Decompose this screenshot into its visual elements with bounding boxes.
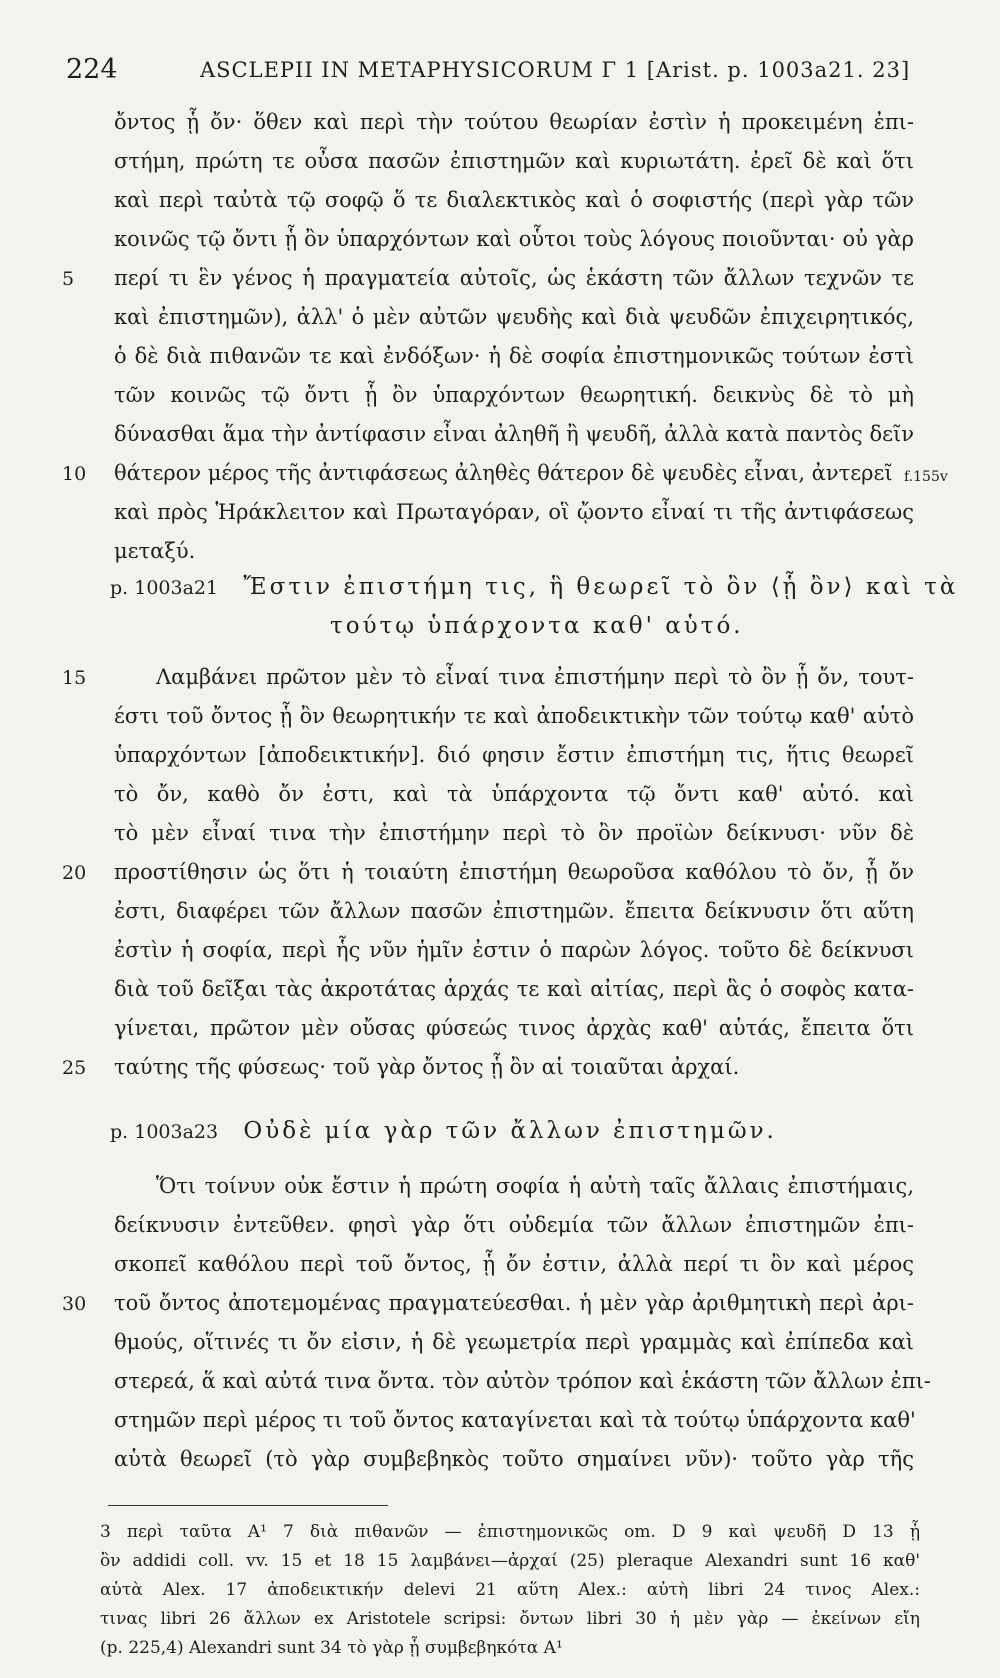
lemma-continuation: τούτῳ ὑπάρχοντα καθ' αὑτό. [330,613,744,639]
text-line: δύνασθαι ἅμα τὴν ἀντίφασιν εἶναι ἀληθῆ ἢ ψευδῆ, ἀλλὰ κατὰ παντὸς δεῖν [114,422,914,446]
text-line: τὸ μὲν εἶναί τινα τὴν ἐπιστήμην περὶ τὸ ὂν προϊὼν δείκνυσι· νῦν δὲ [114,821,914,845]
text-line: ταύτης τῆς φύσεως· τοῦ γὰρ ὄντος ᾗ ὂν αἱ τοιαῦται ἀρχαί. [114,1055,740,1079]
text-line: στήμη, πρώτη τε οὖσα πασῶν ἐπιστημῶν καὶ κυριωτάτη. ἐρεῖ δὲ καὶ ὅτι [114,149,914,173]
lemma-heading [110,1120,920,1143]
line-number: 30 [62,1293,87,1315]
text-line: Λαμβάνει πρῶτον μὲν τὸ εἶναί τινα ἐπιστήμην περὶ τὸ ὂν ᾗ ὄν, τουτ- [156,665,914,689]
line-number: 25 [62,1057,87,1079]
text-line: έστι τοῦ ὄντος ᾗ ὂν θεωρητικήν τε καὶ ἀποδεικτικὴν τῶν τούτῳ καθ' αὑτὸ [114,704,914,728]
text-line: στημῶν περὶ μέρος τι τοῦ ὄντος καταγίνεται καὶ τὰ τούτῳ ὑπάρχοντα καθ' [114,1408,916,1432]
text-line: καὶ περὶ ταὐτὰ τῷ σοφῷ ὅ τε διαλεκτικὸς καὶ ὁ σοφιστής (περὶ γὰρ τῶν [114,188,914,212]
text-line: τὸ ὄν, καθὸ ὄν ἐστι, καὶ τὰ ὑπάρχοντα τῷ ὄντι καθ' αὑτό. καὶ [114,782,914,806]
folio-margin-note: f.155v [904,469,948,485]
lemma-text: Οὐδὲ μία γὰρ τῶν ἄλλων ἐπιστημῶν. [243,1118,777,1144]
text-line: ὄντος ᾗ ὄν· ὅθεν καὶ περὶ τὴν τούτου θεωρίαν ἐστὶν ἡ προκειμένη ἐπι- [114,110,914,134]
text-line: διὰ τοῦ δεῖξαι τὰς ἀκροτάτας ἀρχάς τε καὶ αἰτίας, περὶ ἃς ὁ σοφὸς κατα- [114,977,914,1001]
lemma-heading [110,574,959,600]
lemma-text: Ἔστιν ἐπιστήμη τις, ἣ θεωρεῖ τὸ ὂν ⟨ᾗ ὂν⟩ καὶ τὰ [243,574,959,600]
footnote-line: αὑτὰ Alex. 17 ἀποδεικτικήν delevi 21 αὕτη Alex.: αὐτὴ libri 24 τινος Alex.: [100,1580,920,1600]
footnote-line: 3 περὶ ταῦτα A¹ 7 διὰ πιθανῶν — ἐπιστημονικῶς om. D 9 καὶ ψευδῆ D 13 ᾗ [100,1522,920,1542]
footnote-rule [108,1505,388,1506]
page-header [66,54,926,94]
text-line: σκοπεῖ καθόλου περὶ τοῦ ὄντος, ᾗ ὄν ἐστιν, ἀλλὰ περί τι ὂν καὶ μέρος [114,1252,914,1276]
text-line: μεταξύ. [114,539,196,563]
footnote-line: τινας libri 26 ἄλλων ex Aristotele scripsi: ὄντων libri 30 ἡ μὲν γὰρ — ἐκείνων εἴη [100,1609,920,1629]
text-line: γίνεται, πρῶτον μὲν οὔσας φύσεώς τινος ἀρχὰς καθ' αὑτάς, ἔπειτα ὅτι [114,1016,914,1040]
lemma-reference: p. 1003a23 [110,1121,219,1143]
line-number: 10 [62,463,87,485]
page-number: 224 [66,54,118,85]
text-line: καὶ πρὸς Ἡράκλειτον καὶ Πρωταγόραν, οἳ ᾤοντο εἶναί τι τῆς ἀντιφάσεως [114,500,914,524]
text-line: αὑτὰ θεωρεῖ (τὸ γὰρ συμβεβηκὸς τοῦτο σημαίνει νῦν)· τοῦτο γὰρ τῆς [114,1447,914,1471]
text-line: θμούς, οἵτινές τι ὄν εἰσιν, ἡ δὲ γεωμετρία περὶ γραμμὰς καὶ ἐπίπεδα καὶ [114,1330,914,1354]
text-line: δείκνυσιν ἐντεῦθεν. φησὶ γὰρ ὅτι οὐδεμία τῶν ἄλλων ἐπιστημῶν ἐπι- [114,1213,914,1237]
line-number: 15 [62,667,87,689]
lemma-reference: p. 1003a21 [110,577,219,599]
text-line: κοινῶς τῷ ὄντι ᾗ ὂν ὑπαρχόντων καὶ οὗτοι τοὺς λόγους ποιοῦνται· οὐ γὰρ [114,227,914,251]
text-line: ὑπαρχόντων [ἀποδεικτικήν]. διό φησιν ἔστιν ἐπιστήμη τις, ἥτις θεωρεῖ [114,743,914,767]
text-line: ἐστι, διαφέρει τῶν ἄλλων πασῶν ἐπιστημῶν. ἔπειτα δείκνυσιν ὅτι αὕτη [114,899,914,923]
text-line: ὁ δὲ διὰ πιθανῶν τε καὶ ἐνδόξων· ἡ δὲ σοφία ἐπιστημονικῶς τούτων ἐστὶ [114,344,914,368]
running-title: ASCLEPII IN METAPHYSICORUM Γ 1 [Arist. p. 1003a21. 23] [200,58,911,82]
text-line: τῶν κοινῶς τῷ ὄντι ᾗ ὂν ὑπαρχόντων θεωρητική. δεικνὺς δὲ τὸ μὴ [114,383,914,407]
text-line: ἐστὶν ἡ σοφία, περὶ ἧς νῦν ἡμῖν ἐστιν ὁ παρὼν λόγος. τοῦτο δὲ δείκνυσι [114,938,914,962]
line-number: 20 [62,862,87,884]
text-line: περί τι ἓν γένος ἡ πραγματεία αὐτοῖς, ὡς ἑκάστη τῶν ἄλλων τεχνῶν τε [114,266,914,290]
text-line: προστίθησιν ὡς ὅτι ἡ τοιαύτη ἐπιστήμη θεωροῦσα καθόλου τὸ ὄν, ᾗ ὄν [114,860,914,884]
line-number: 5 [62,268,75,290]
footnote-line: (p. 225,4) Alexandri sunt 34 τὸ γὰρ ᾗ συμβεβηκότα A¹ [100,1638,563,1658]
text-line: καὶ ἐπιστημῶν), ἀλλ' ὁ μὲν αὐτῶν ψευδὴς καὶ διὰ ψευδῶν ἐπιχειρητικός, [114,305,914,329]
text-line: θάτερον μέρος τῆς ἀντιφάσεως ἀληθὲς θάτερον δὲ ψευδὲς εἶναι, ἀντερεῖ [114,461,893,485]
footnote-line: ὂν addidi coll. vv. 15 et 18 15 λαμβάνει—ἀρχαί (25) pleraque Alexandri sunt 16 καθ' [100,1551,920,1571]
text-line: στερεά, ἅ καὶ αὐτά τινα ὄντα. τὸν αὐτὸν τρόπον καὶ ἑκάστη τῶν ἄλλων ἐπι- [114,1369,931,1393]
text-line: Ὅτι τοίνυν οὐκ ἔστιν ἡ πρώτη σοφία ἡ αὐτὴ ταῖς ἄλλαις ἐπιστήμαις, [156,1174,914,1198]
text-line: τοῦ ὄντος ἀποτεμομένας πραγματεύεσθαι. ἡ μὲν γὰρ ἀριθμητικὴ περὶ ἀρι- [114,1291,914,1315]
